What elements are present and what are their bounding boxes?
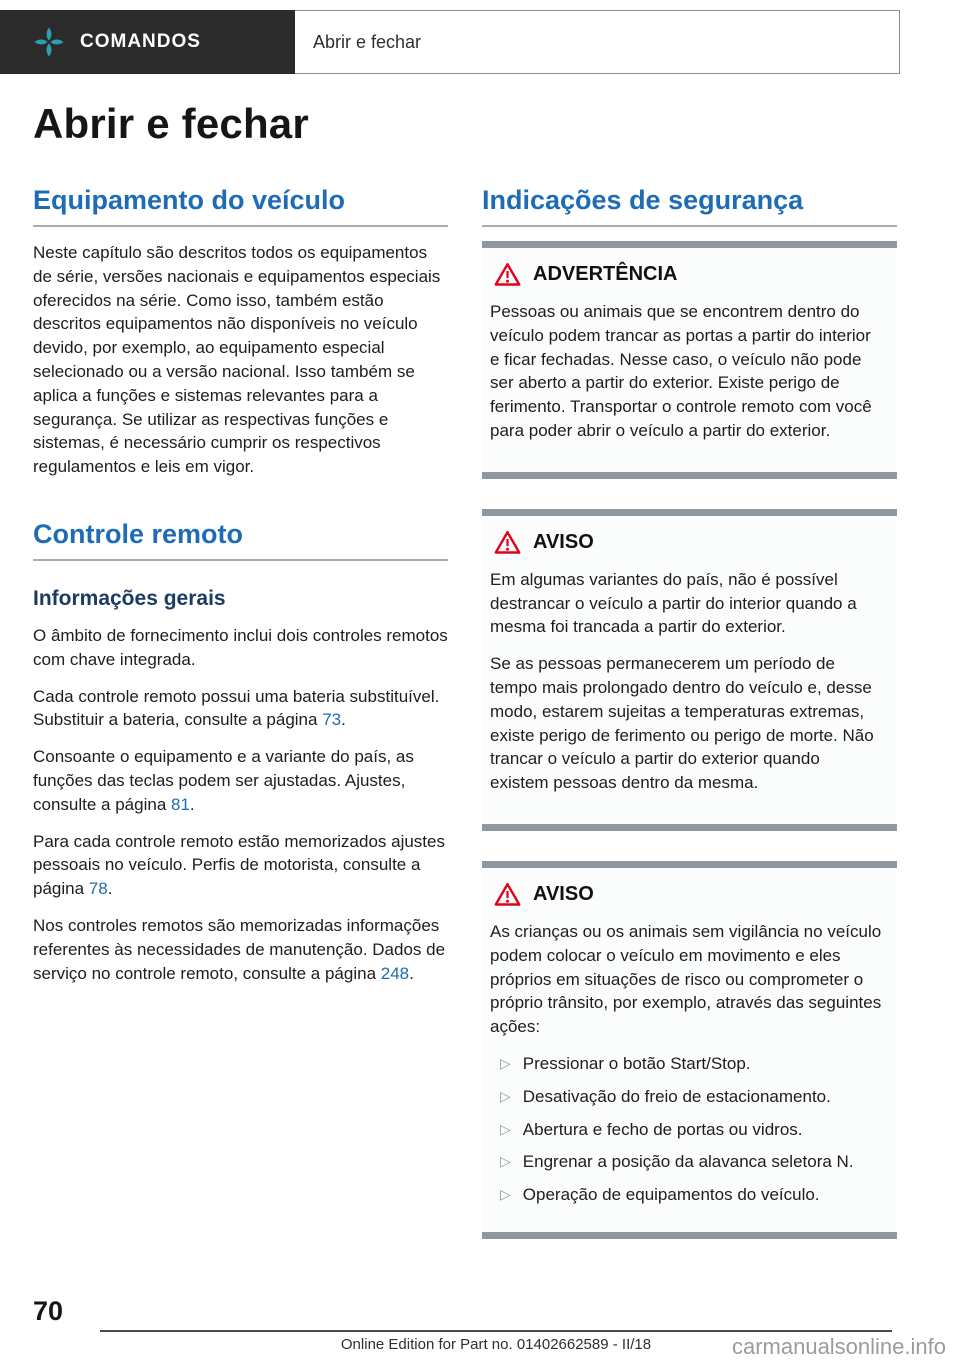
warning-box-aviso-1 xyxy=(482,509,897,831)
paragraph-manutencao xyxy=(33,914,448,985)
page-header xyxy=(0,10,900,74)
footer-edition-text: Online Edition for Part no. 01402662589 - II/18 xyxy=(340,1336,652,1353)
page-link-248[interactable]: 248 xyxy=(380,963,410,983)
propeller-icon xyxy=(34,27,64,57)
paragraph-equipamento: Neste capítulo são descritos todos os equipamentos de série, versões nacionais e equipamentos especiais oferecidos na série. Como isso, também estão descritos equipamentos não disponíveis no veículo devido, por exemplo, ao equipamento especial selecionado ou a versão nacional. Isso também se aplica a funções e sistemas relevantes para a segurança. Se utilizar as respectivas funções e sistemas, é necessário cumprir os respectivos regulamentos e leis em vigor. xyxy=(33,243,441,477)
warning-header xyxy=(486,882,883,907)
heading-indicacoes-seguranca: Indicações de segurança xyxy=(482,185,897,227)
page-link-73[interactable]: 73 xyxy=(322,710,342,730)
site-watermark: carmanualsonline.info xyxy=(731,1334,946,1359)
heading-equipamento: Equipamento do veículo xyxy=(33,185,448,227)
warning-text: Em algumas variantes do país, não é possível destrancar o veículo a partir do interior quando a mesma foi trancada a partir do exterior. xyxy=(490,569,857,637)
list-item-text: Pressionar o botão Start/Stop. xyxy=(522,1053,751,1073)
triangle-bullet-icon: ▷ xyxy=(500,1054,511,1071)
warning-header xyxy=(486,530,883,555)
page-number: 70 xyxy=(33,1296,64,1326)
page-link-78[interactable]: 78 xyxy=(88,879,108,899)
list-item-text: Desativação do freio de estacionamento. xyxy=(522,1086,831,1106)
list-item xyxy=(486,1150,883,1174)
warning-text: Pessoas ou animais que se encontrem dentro do veículo podem trancar as portas a partir do interior e ficar fechadas. Nesse caso, o veículo não pode ser aberto a partir do exterior. Existe perigo de ferimento. Transportar o controle remoto com você para poder abrir o veículo a partir do exterior. xyxy=(490,302,872,440)
paragraph-bateria xyxy=(33,685,448,733)
warning-box-advertencia xyxy=(482,241,897,479)
warning-label: AVISO xyxy=(533,530,594,553)
paragraph-text: Cada controle remoto possui uma bateria substituível. Substituir a bateria, consulte a página xyxy=(33,686,440,730)
header-chapter-label: Abrir e fechar xyxy=(313,31,422,52)
footer-rule xyxy=(100,1330,892,1332)
paragraph-teclas xyxy=(33,745,448,816)
paragraph-text: Para cada controle remoto estão memorizados ajustes pessoais no veículo. Perfis de motorista, consulte a página xyxy=(33,831,445,899)
paragraph-text: . xyxy=(409,963,414,983)
paragraph-text: . xyxy=(107,879,113,899)
warning-header xyxy=(486,262,883,287)
page-title: Abrir e fechar xyxy=(33,100,309,147)
list-item-text: Abertura e fecho de portas ou vidros. xyxy=(522,1119,803,1139)
heading-controle-remoto: Controle remoto xyxy=(33,519,448,561)
triangle-bullet-icon: ▷ xyxy=(500,1186,511,1203)
left-column xyxy=(33,185,448,998)
warning-label: AVISO xyxy=(533,882,594,905)
header-section-label: COMANDOS xyxy=(80,31,201,52)
list-item xyxy=(486,1085,883,1109)
right-column xyxy=(482,185,897,1269)
triangle-bullet-icon: ▷ xyxy=(500,1120,511,1137)
header-section-box xyxy=(0,10,295,74)
paragraph-text: Nos controles remotos são memorizadas informações referentes às necessidades de manutenção. Dados de serviço no controle remoto, consulte a página xyxy=(33,915,446,983)
warning-triangle-icon xyxy=(494,530,521,555)
paragraph-text: . xyxy=(341,710,346,730)
subheading-informacoes-gerais: Informações gerais xyxy=(33,586,226,610)
paragraph-ambito: O âmbito de fornecimento inclui dois controles remotos com chave integrada. xyxy=(33,625,448,669)
warning-text: As crianças ou os animais sem vigilância no veículo podem colocar o veículo em movimento e eles próprios em situações de risco ou comprometer o próprio trânsito, por exemplo, através das seguintes ações: xyxy=(490,921,882,1037)
list-item xyxy=(486,1052,883,1076)
warning-triangle-icon xyxy=(494,262,521,287)
page-link-81[interactable]: 81 xyxy=(171,794,190,814)
warning-triangle-icon xyxy=(494,882,521,907)
paragraph-perfis xyxy=(33,830,448,901)
paragraph-text: Consoante o equipamento e a variante do país, as funções das teclas podem ser ajustadas. Ajustes, consulte a página xyxy=(33,747,414,814)
content-columns xyxy=(33,185,897,1269)
list-item xyxy=(486,1118,883,1142)
warning-box-aviso-2 xyxy=(482,861,897,1239)
paragraph-text: . xyxy=(189,794,195,814)
warning-label: ADVERTÊNCIA xyxy=(533,263,678,285)
list-item xyxy=(486,1183,883,1207)
list-item-text: Engrenar a posição da alavanca seletora N. xyxy=(522,1152,854,1172)
triangle-bullet-icon: ▷ xyxy=(500,1153,511,1170)
warning-text: Se as pessoas permanecerem um período de tempo mais prolongado dentro do veículo e, desse modo, estarem sujeitas a temperaturas extremas, existe perigo de ferimento ou perigo de morte. Não trancar o veículo a partir do exterior quando existem pessoas dentro da mesma. xyxy=(490,654,874,793)
header-chapter-box xyxy=(295,10,900,74)
triangle-bullet-icon: ▷ xyxy=(500,1087,511,1104)
list-item-text: Operação de equipamentos do veículo. xyxy=(522,1185,820,1205)
warning-bullet-list xyxy=(486,1052,883,1207)
